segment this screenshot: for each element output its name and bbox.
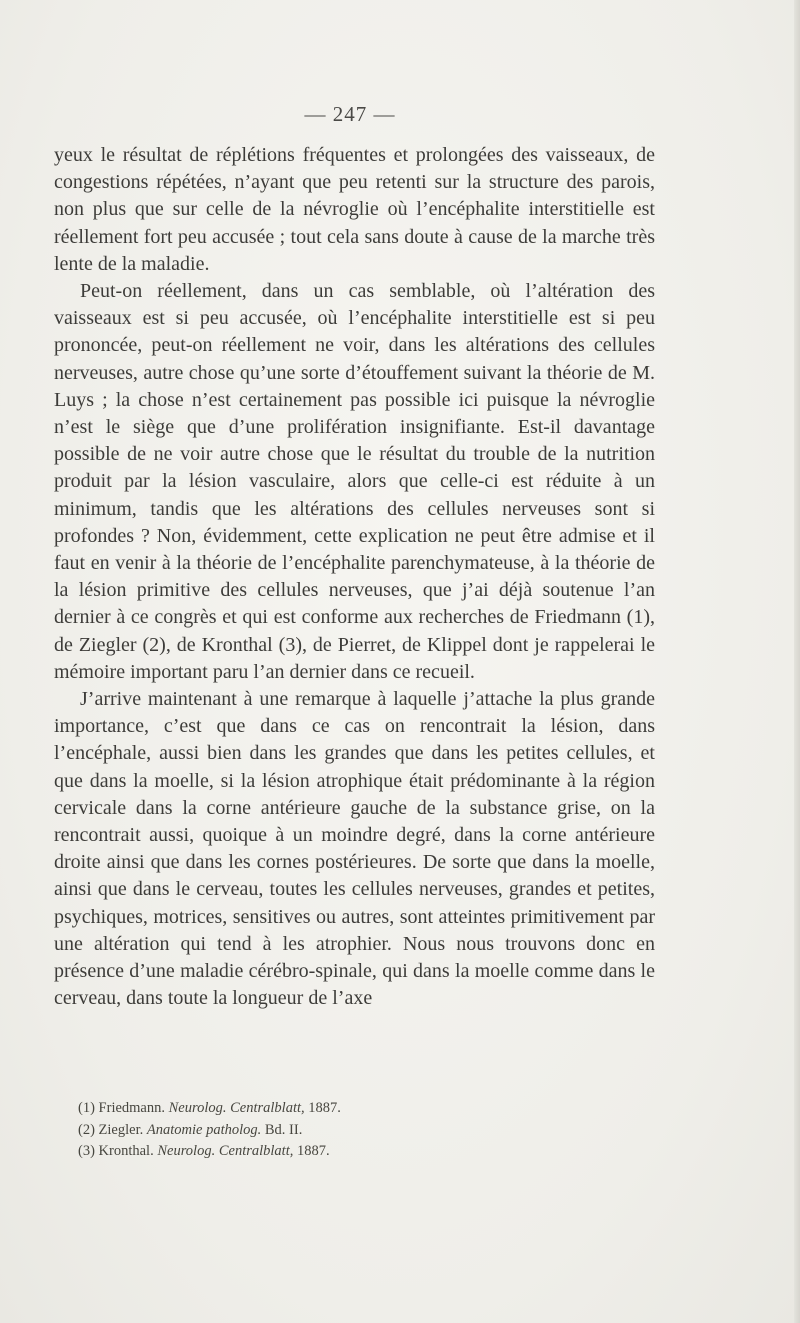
footnote-rest: Bd. II. [264, 1121, 303, 1138]
footnote-mark: (1) [78, 1100, 95, 1116]
footnote-rest: 1887. [308, 1100, 341, 1116]
body-text [54, 142, 655, 1013]
footnote-title: Neurolog. Centralblatt, [168, 1100, 305, 1116]
footnote-3 [78, 1141, 658, 1163]
footnote-author: Kronthal. [98, 1143, 154, 1159]
footnote-rest: 1887. [296, 1143, 330, 1159]
footnote-author: Ziegler. [98, 1121, 144, 1138]
footnote-title: Anatomie patholog. [146, 1121, 262, 1138]
page-number: — 247 — [304, 102, 396, 126]
footnote-mark: (3) [78, 1143, 95, 1159]
footnote-author: Friedmann. [98, 1100, 165, 1116]
paragraph-2: Peut-on réellement, dans un cas semblable, où l’altération des vaisseaux est si peu accusée, où l’encéphalite interstitielle est si peu prononcée, peut-on réellement ne voir, dans les altérations des cellules nerveuses, autre chose qu’une sorte d’étouffement suivant la théorie de M. Luys ; la chose n’est certainement pas possible ici puisque la névroglie n’est le siège que d’une prolifération insignifiante. Est-il davantage possible de ne voir autre chose que le résultat du trouble de la nutrition produit par la lésion vasculaire, alors que celle-ci est réduite à un minimum, tandis que les altérations des cellules nerveuses sont si profondes ? Non, évidemment, cette explication ne peut être admise et il faut en venir à la théorie de l’encéphalite parenchymateuse, à la théorie de la lésion primitive des cellules nerveuses, que j’ai déjà soutenue l’an dernier à ce congrès et qui est conforme aux recherches de Friedmann (1), de Ziegler (2), de Kronthal (3), de Pierret, de Klippel dont je rappelerai le mémoire important paru l’an dernier dans ce recueil. [54, 280, 655, 683]
paragraph-1: yeux le résultat de réplétions fréquentes et prolongées des vaisseaux, de congestions répétées, n’ayant que peu retenti sur la structure des parois, non plus que sur celle de la névroglie où l’encéphalite interstitielle est réellement fort peu accusée ; tout cela sans doute à cause de la marche très lente de la maladie. [54, 144, 655, 275]
footnote-2 [78, 1120, 658, 1142]
paragraph-3: J’arrive maintenant à une remarque à laquelle j’attache la plus grande importance, c’est que dans ce cas on rencontrait la lésion, dans l’encéphale, aussi bien dans les grandes que dans les petites cellules, et que dans la moelle, si la lésion atrophique était prédominante à la région cervicale dans la corne antérieure gauche de la substance grise, on la rencontrait aussi, quoique à un moindre degré, dans la corne antérieure droite ainsi que dans les cornes postérieures. De sorte que dans la moelle, ainsi que dans le cerveau, toutes les cellules nerveuses, grandes et petites, psychiques, motrices, sensitives ou autres, sont atteintes primitivement par une altération qui tend à les atrophier. Nous nous trouvons donc en présence d’une maladie cérébro-spinale, qui dans la moelle comme dans le cerveau, dans toute la longueur de l’axe [54, 688, 655, 1010]
footnote-1 [78, 1098, 658, 1120]
footnote-mark: (2) [78, 1121, 95, 1138]
footnote-title: Neurolog. Centralblatt, [157, 1143, 294, 1159]
page-edge [794, 0, 800, 1323]
footnotes [78, 1098, 658, 1163]
